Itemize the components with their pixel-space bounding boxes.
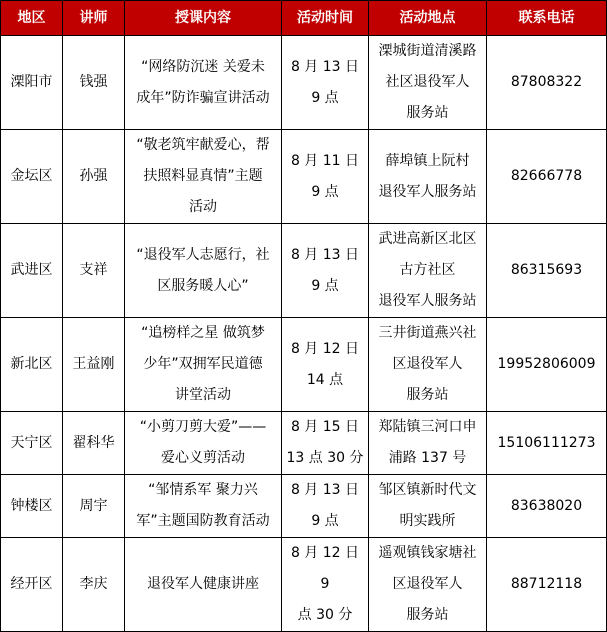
column-header-content: 授课内容 — [125, 1, 282, 36]
cell-lecturer: 支祥 — [63, 224, 125, 318]
cell-lecturer: 钱强 — [63, 36, 125, 130]
cell-content: 退役军人健康讲座 — [125, 538, 282, 632]
table-row — [1, 538, 607, 632]
cell-place: 郑陆镇三河口申 浦路 137 号 — [369, 412, 487, 475]
cell-phone: 88712118 — [487, 538, 607, 632]
table-header-row — [1, 1, 607, 36]
column-header-place: 活动地点 — [369, 1, 487, 36]
cell-content: “退役军人志愿行，社 区服务暖人心” — [125, 224, 282, 318]
cell-region: 金坛区 — [1, 130, 63, 224]
cell-region: 天宁区 — [1, 412, 63, 475]
cell-region: 武进区 — [1, 224, 63, 318]
cell-place: 薛埠镇上阮村 退役军人服务站 — [369, 130, 487, 224]
column-header-region: 地区 — [1, 1, 63, 36]
cell-time: 8 月 13 日 9 点 — [282, 475, 369, 538]
cell-lecturer: 王益刚 — [63, 318, 125, 412]
cell-region: 新北区 — [1, 318, 63, 412]
cell-content: “网络防沉迷 关爱未 成年”防诈骗宣讲活动 — [125, 36, 282, 130]
cell-place: 邹区镇新时代文 明实践所 — [369, 475, 487, 538]
table-row — [1, 475, 607, 538]
cell-phone: 87808322 — [487, 36, 607, 130]
cell-content: “邹情系军 聚力兴 军”主题国防教育活动 — [125, 475, 282, 538]
cell-place: 遥观镇钱家塘社 区退役军人 服务站 — [369, 538, 487, 632]
cell-place: 溧城街道清溪路 社区退役军人 服务站 — [369, 36, 487, 130]
cell-phone: 83638020 — [487, 475, 607, 538]
cell-phone: 19952806009 — [487, 318, 607, 412]
cell-content: “追榜样之星 做筑梦 少年”双拥军民道德 讲堂活动 — [125, 318, 282, 412]
cell-time: 8 月 12 日 14 点 — [282, 318, 369, 412]
cell-time: 8 月 13 日 9 点 — [282, 36, 369, 130]
cell-time: 8 月 12 日 9 点 30 分 — [282, 538, 369, 632]
cell-region: 经开区 — [1, 538, 63, 632]
cell-lecturer: 翟科华 — [63, 412, 125, 475]
cell-phone: 15106111273 — [487, 412, 607, 475]
cell-region: 钟楼区 — [1, 475, 63, 538]
table-row — [1, 130, 607, 224]
cell-lecturer: 李庆 — [63, 538, 125, 632]
cell-place: 三井街道燕兴社 区退役军人 服务站 — [369, 318, 487, 412]
cell-content: “敬老筑牢献爱心，帮 扶照料显真情”主题 活动 — [125, 130, 282, 224]
table-row — [1, 36, 607, 130]
table-row — [1, 412, 607, 475]
cell-phone: 86315693 — [487, 224, 607, 318]
table-row — [1, 224, 607, 318]
cell-phone: 82666778 — [487, 130, 607, 224]
cell-time: 8 月 13 日 9 点 — [282, 224, 369, 318]
cell-lecturer: 孙强 — [63, 130, 125, 224]
cell-lecturer: 周宇 — [63, 475, 125, 538]
cell-region: 溧阳市 — [1, 36, 63, 130]
cell-content: “小剪刀剪大爱”—— 爱心义剪活动 — [125, 412, 282, 475]
cell-time: 8 月 15 日 13 点 30 分 — [282, 412, 369, 475]
cell-time: 8 月 11 日 9 点 — [282, 130, 369, 224]
column-header-time: 活动时间 — [282, 1, 369, 36]
column-header-lecturer: 讲师 — [63, 1, 125, 36]
column-header-phone: 联系电话 — [487, 1, 607, 36]
cell-place: 武进高新区北区 古方社区 退役军人服务站 — [369, 224, 487, 318]
table-row — [1, 318, 607, 412]
